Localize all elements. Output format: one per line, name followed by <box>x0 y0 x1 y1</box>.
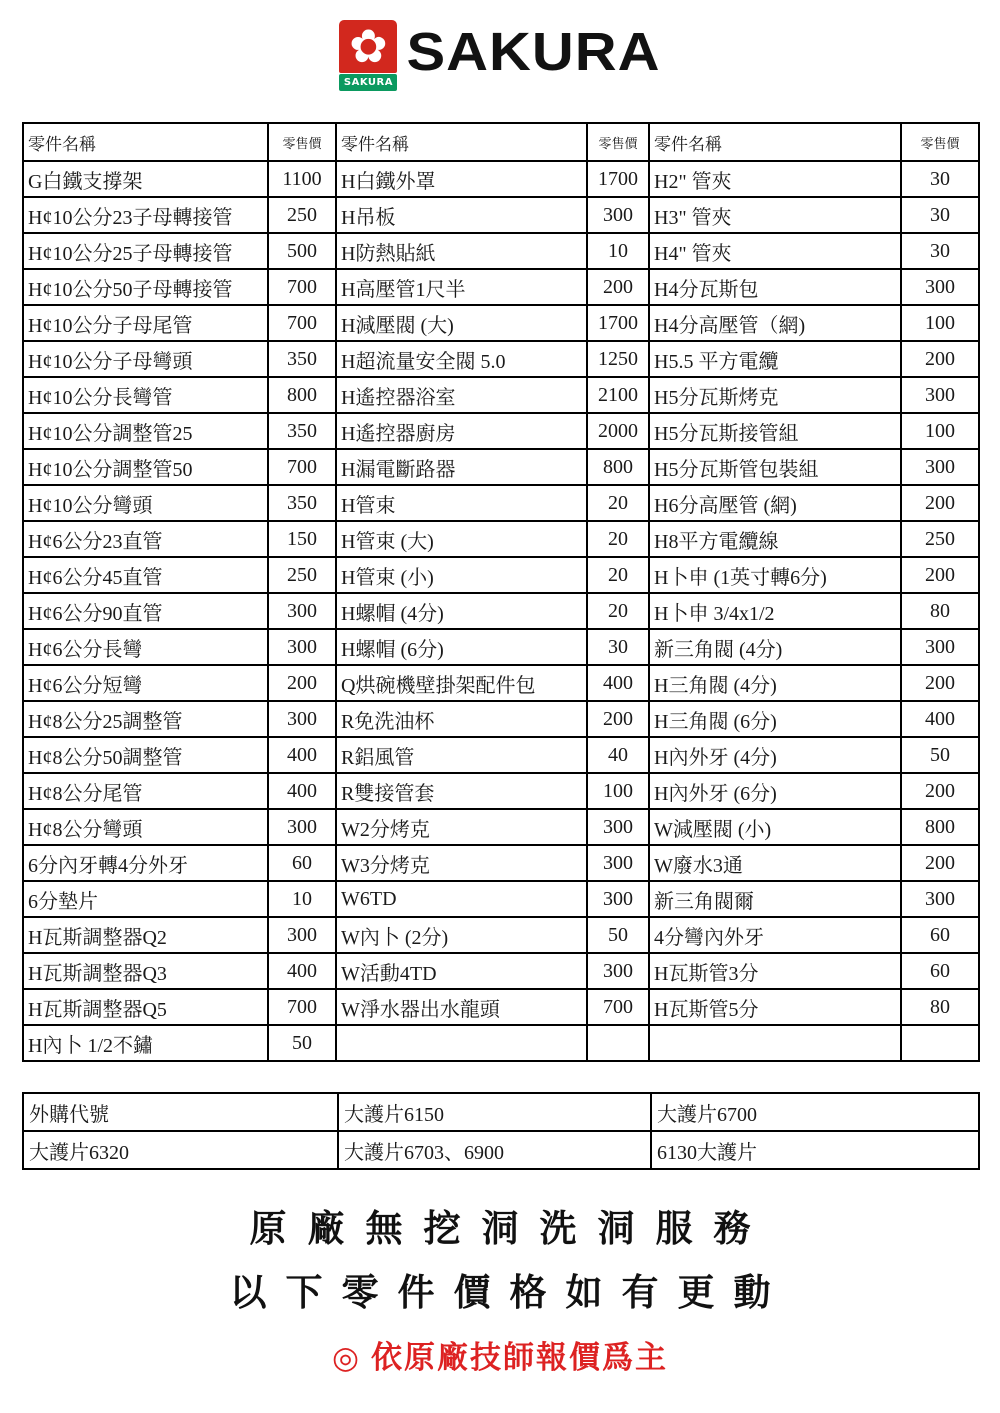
part-name-cell: H¢10公分調整管50 <box>23 449 268 485</box>
part-name-cell: H內卜 1/2不鏽 <box>23 1025 268 1061</box>
part-name-cell: H白鐵外罩 <box>336 161 587 197</box>
price-cell: 300 <box>901 449 979 485</box>
flower-glyph: ✿ <box>349 18 388 73</box>
part-name-cell: H遙控器廚房 <box>336 413 587 449</box>
part-name-cell: H遙控器浴室 <box>336 377 587 413</box>
price-cell: 700 <box>268 305 336 341</box>
part-name-cell: H三角閥 (4分) <box>649 665 901 701</box>
part-name-cell: H4" 管夾 <box>649 233 901 269</box>
code-cell: 大護片6700 <box>651 1093 979 1131</box>
price-cell: 30 <box>901 197 979 233</box>
part-name-cell: H瓦斯管3分 <box>649 953 901 989</box>
part-name-cell: H4分高壓管（網) <box>649 305 901 341</box>
table-header-row <box>23 123 979 161</box>
column-header-part-name: 零件名稱 <box>336 123 587 161</box>
price-cell: 1250 <box>587 341 649 377</box>
part-name-cell: H¢6公分90直管 <box>23 593 268 629</box>
part-name-cell: H超流量安全閥 5.0 <box>336 341 587 377</box>
price-cell: 250 <box>901 521 979 557</box>
table-row <box>23 377 979 413</box>
table-row <box>23 161 979 197</box>
part-name-cell: H¢10公分子母尾管 <box>23 305 268 341</box>
part-name-cell: H管束 (小) <box>336 557 587 593</box>
price-cell: 350 <box>268 485 336 521</box>
part-name-cell: H管束 <box>336 485 587 521</box>
price-cell: 50 <box>901 737 979 773</box>
table-row <box>23 485 979 521</box>
part-name-cell: H內外牙 (4分) <box>649 737 901 773</box>
part-name-cell: H4分瓦斯包 <box>649 269 901 305</box>
price-cell: 200 <box>587 701 649 737</box>
part-name-cell: H5分瓦斯管包裝組 <box>649 449 901 485</box>
price-cell: 20 <box>587 557 649 593</box>
price-cell: 30 <box>901 233 979 269</box>
part-name-cell: H¢8公分尾管 <box>23 773 268 809</box>
table-row <box>23 737 979 773</box>
table-row <box>23 953 979 989</box>
table-row <box>23 341 979 377</box>
bullseye-bullet-icon: ◎ <box>331 1340 362 1375</box>
table-row <box>23 665 979 701</box>
part-name-cell: H瓦斯調整器Q5 <box>23 989 268 1025</box>
brand-name: SAKURA <box>406 22 661 83</box>
price-cell: 300 <box>901 629 979 665</box>
part-name-cell: R免洗油杯 <box>336 701 587 737</box>
price-cell: 100 <box>901 413 979 449</box>
part-name-cell: H3" 管夾 <box>649 197 901 233</box>
sakura-logo-mark <box>339 20 397 91</box>
price-cell: 300 <box>268 809 336 845</box>
code-cell: 大護片6703、6900 <box>338 1131 651 1169</box>
price-cell <box>587 1025 649 1061</box>
notice-technician-quote-text: 依原廠技師報價爲主 <box>371 1340 669 1375</box>
price-cell: 700 <box>268 269 336 305</box>
price-cell: 500 <box>268 233 336 269</box>
price-cell: 800 <box>268 377 336 413</box>
price-cell: 80 <box>901 989 979 1025</box>
table-row <box>23 989 979 1025</box>
part-name-cell: W2分烤克 <box>336 809 587 845</box>
part-name-cell: H6分高壓管 (網) <box>649 485 901 521</box>
price-cell: 300 <box>268 701 336 737</box>
column-header-price: 零售價 <box>587 123 649 161</box>
table-row <box>23 197 979 233</box>
price-cell: 1700 <box>587 305 649 341</box>
table-row <box>23 557 979 593</box>
part-name-cell: W減壓閥 (小) <box>649 809 901 845</box>
part-name-cell: R鋁風管 <box>336 737 587 773</box>
price-cell: 300 <box>268 629 336 665</box>
price-cell: 250 <box>268 197 336 233</box>
price-cell: 300 <box>587 881 649 917</box>
part-name-cell: H5分瓦斯烤克 <box>649 377 901 413</box>
part-name-cell: H¢6公分長彎 <box>23 629 268 665</box>
table-row <box>23 1025 979 1061</box>
column-header-part-name: 零件名稱 <box>23 123 268 161</box>
part-name-cell: W內卜 (2分) <box>336 917 587 953</box>
price-cell: 300 <box>268 917 336 953</box>
price-cell: 400 <box>587 665 649 701</box>
price-cell: 700 <box>268 449 336 485</box>
price-cell: 100 <box>587 773 649 809</box>
column-header-price: 零售價 <box>268 123 336 161</box>
part-name-cell: W3分烤克 <box>336 845 587 881</box>
part-name-cell: H5分瓦斯接管組 <box>649 413 901 449</box>
price-cell: 40 <box>587 737 649 773</box>
price-cell: 400 <box>901 701 979 737</box>
table-row <box>23 593 979 629</box>
price-cell: 300 <box>268 593 336 629</box>
table-row <box>23 629 979 665</box>
notice-price-change: 以下零件價格如有更動 <box>229 1272 790 1313</box>
price-cell: 2000 <box>587 413 649 449</box>
notice-no-hole-service: 原廠無挖洞洗洞服務 <box>249 1208 772 1249</box>
code-cell: 大護片6320 <box>23 1131 338 1169</box>
price-cell: 300 <box>587 809 649 845</box>
part-name-cell: H螺帽 (6分) <box>336 629 587 665</box>
price-cell: 60 <box>901 953 979 989</box>
part-name-cell: W淨水器出水龍頭 <box>336 989 587 1025</box>
part-name-cell: 新三角閥爾 <box>649 881 901 917</box>
price-cell: 200 <box>901 773 979 809</box>
price-cell: 800 <box>587 449 649 485</box>
price-cell: 300 <box>901 377 979 413</box>
part-name-cell: H¢6公分23直管 <box>23 521 268 557</box>
price-cell: 300 <box>901 881 979 917</box>
price-cell: 20 <box>587 485 649 521</box>
brand-header <box>0 20 1000 91</box>
part-name-cell: H三角閥 (6分) <box>649 701 901 737</box>
price-cell: 400 <box>268 953 336 989</box>
price-cell: 20 <box>587 593 649 629</box>
part-name-cell: H卜申 3/4x1/2 <box>649 593 901 629</box>
sakura-flower-icon <box>339 20 397 73</box>
price-cell: 30 <box>587 629 649 665</box>
part-name-cell: G白鐵支撐架 <box>23 161 268 197</box>
table-row <box>23 809 979 845</box>
price-cell: 300 <box>587 953 649 989</box>
part-name-cell: R雙接管套 <box>336 773 587 809</box>
table-row <box>23 305 979 341</box>
part-name-cell: H¢6公分短彎 <box>23 665 268 701</box>
price-cell: 50 <box>587 917 649 953</box>
column-header-price: 零售價 <box>901 123 979 161</box>
price-cell: 350 <box>268 341 336 377</box>
price-cell: 200 <box>901 557 979 593</box>
part-name-cell: W活動4TD <box>336 953 587 989</box>
price-cell: 20 <box>587 521 649 557</box>
table-row <box>23 773 979 809</box>
part-name-cell: H2" 管夾 <box>649 161 901 197</box>
part-name-cell: H¢10公分子母彎頭 <box>23 341 268 377</box>
part-name-cell: H減壓閥 (大) <box>336 305 587 341</box>
part-name-cell <box>649 1025 901 1061</box>
purchase-code-table <box>22 1092 980 1170</box>
price-cell: 1100 <box>268 161 336 197</box>
table-row <box>23 233 979 269</box>
part-name-cell: H高壓管1尺半 <box>336 269 587 305</box>
code-table-row <box>23 1131 979 1169</box>
part-name-cell: H內外牙 (6分) <box>649 773 901 809</box>
part-name-cell: H瓦斯管5分 <box>649 989 901 1025</box>
table-row <box>23 845 979 881</box>
price-cell: 100 <box>901 305 979 341</box>
part-name-cell: H卜申 (1英寸轉6分) <box>649 557 901 593</box>
price-cell: 200 <box>587 269 649 305</box>
table-row <box>23 413 979 449</box>
part-name-cell: H螺帽 (4分) <box>336 593 587 629</box>
part-name-cell: H5.5 平方電纜 <box>649 341 901 377</box>
part-name-cell: H吊板 <box>336 197 587 233</box>
price-cell: 50 <box>268 1025 336 1061</box>
part-name-cell: Q烘碗機壁掛架配件包 <box>336 665 587 701</box>
part-name-cell: H¢8公分25調整管 <box>23 701 268 737</box>
part-name-cell: H瓦斯調整器Q3 <box>23 953 268 989</box>
part-name-cell: W廢水3通 <box>649 845 901 881</box>
part-name-cell: 新三角閥 (4分) <box>649 629 901 665</box>
part-name-cell: W6TD <box>336 881 587 917</box>
code-cell: 大護片6150 <box>338 1093 651 1131</box>
part-name-cell: 6分墊片 <box>23 881 268 917</box>
part-name-cell: H防熱貼紙 <box>336 233 587 269</box>
part-name-cell: H8平方電纜線 <box>649 521 901 557</box>
table-row <box>23 521 979 557</box>
price-cell: 300 <box>587 845 649 881</box>
part-name-cell: H¢10公分調整管25 <box>23 413 268 449</box>
part-name-cell: H¢8公分50調整管 <box>23 737 268 773</box>
code-table-row <box>23 1093 979 1131</box>
price-cell: 800 <box>901 809 979 845</box>
notice-technician-quote <box>0 1332 1000 1377</box>
part-name-cell: H¢6公分45直管 <box>23 557 268 593</box>
logo-badge: SAKURA <box>339 74 397 91</box>
price-cell: 200 <box>901 845 979 881</box>
price-cell: 300 <box>587 197 649 233</box>
price-cell: 200 <box>901 485 979 521</box>
part-name-cell: 4分彎內外牙 <box>649 917 901 953</box>
part-name-cell: H¢10公分25子母轉接管 <box>23 233 268 269</box>
price-cell: 250 <box>268 557 336 593</box>
part-name-cell: 6分內牙轉4分外牙 <box>23 845 268 881</box>
price-cell: 80 <box>901 593 979 629</box>
table-row <box>23 917 979 953</box>
price-cell: 700 <box>268 989 336 1025</box>
price-cell: 400 <box>268 737 336 773</box>
price-cell: 350 <box>268 413 336 449</box>
code-cell: 6130大護片 <box>651 1131 979 1169</box>
part-name-cell: H¢10公分長彎管 <box>23 377 268 413</box>
part-name-cell: H¢10公分彎頭 <box>23 485 268 521</box>
price-cell: 150 <box>268 521 336 557</box>
table-row <box>23 449 979 485</box>
price-cell <box>901 1025 979 1061</box>
part-name-cell: H瓦斯調整器Q2 <box>23 917 268 953</box>
table-row <box>23 269 979 305</box>
part-name-cell: H¢10公分50子母轉接管 <box>23 269 268 305</box>
price-cell: 10 <box>587 233 649 269</box>
parts-price-table <box>22 122 980 1062</box>
price-cell: 700 <box>587 989 649 1025</box>
part-name-cell: H¢10公分23子母轉接管 <box>23 197 268 233</box>
price-cell: 2100 <box>587 377 649 413</box>
column-header-part-name: 零件名稱 <box>649 123 901 161</box>
price-cell: 200 <box>901 341 979 377</box>
part-name-cell <box>336 1025 587 1061</box>
part-name-cell: H¢8公分彎頭 <box>23 809 268 845</box>
part-name-cell: H管束 (大) <box>336 521 587 557</box>
price-cell: 10 <box>268 881 336 917</box>
part-name-cell: H漏電斷路器 <box>336 449 587 485</box>
price-cell: 1700 <box>587 161 649 197</box>
table-row <box>23 701 979 737</box>
price-cell: 300 <box>901 269 979 305</box>
price-cell: 200 <box>901 665 979 701</box>
price-cell: 60 <box>901 917 979 953</box>
code-cell: 外購代號 <box>23 1093 338 1131</box>
price-cell: 200 <box>268 665 336 701</box>
price-cell: 400 <box>268 773 336 809</box>
table-row <box>23 881 979 917</box>
price-cell: 60 <box>268 845 336 881</box>
price-cell: 30 <box>901 161 979 197</box>
